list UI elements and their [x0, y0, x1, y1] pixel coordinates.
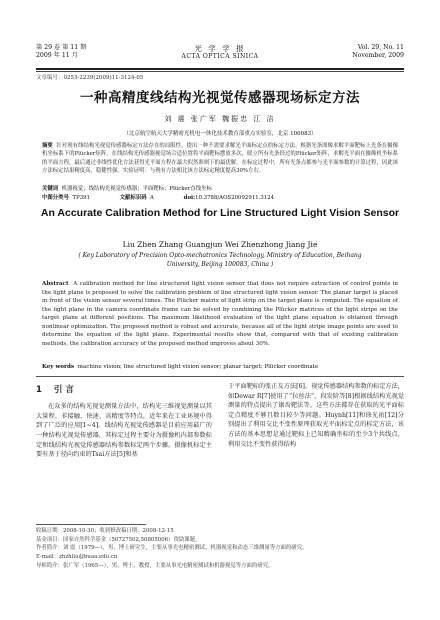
journal-name: 光 学 学 报 ACTA OPTICA SINICA: [181, 44, 259, 61]
keywords-label-en: Key words: [42, 364, 75, 370]
keywords-label: 关键词: [42, 186, 59, 192]
abstract-label: 摘要: [42, 143, 53, 149]
section-heading: 1 引 言: [36, 385, 74, 395]
footnote-rule: [36, 524, 146, 525]
footnote-fund: 基金项目：国家自然科学基金（50727502,50805006）资助课题。: [36, 536, 201, 543]
journal-header: [36, 44, 404, 68]
abstract-text-en: A calibration method for line structured light vision sensor that does not require extraction of control points in the light plane is proposed to solve the calibration problem of line structured light vision sensor. The planar target is placed in front of the vision sensor several times. The Plücker matrix of light strip on the target plane is computed. The equation of the light plane in the camera coordinate frame can be solved by combining the Plücker matrices of the light stripe on the target plane at different positions. The maximum likelihood evaluation of the light plane equation is obtained through nonlinear optimization. The proposed method is robust and accurate, because all of the light stripe image points are used to determine the equation of the light plane. Experimental results show that, compared with that of existing calibration methods, the calibration accuracy of the proposed method improves about 30%.: [42, 281, 398, 347]
chinese-abstract: [42, 142, 398, 176]
paragraph: 在众多的结构光视觉测量方法中，结构光三维视觉测量以其大量程、非接触、快速、高精度等特点，近年来在工业环境中得到了广泛的应用[1~4]。线结构光视觉传感器是目前应用最广的一种结构光视觉传感器，其标定过程主要分为摄像机内部参数标定和线结构光视觉传感器结构参数标定两个步骤。摄像机标定主要有基于径向约束的Tsai方法[5]和基: [36, 403, 212, 459]
chinese-keywords: [42, 184, 398, 192]
abstract-text: 针对现有线结构光视觉传感器标定方法存在的局限性，提出一种不需要求解光平面标定点的标定方法。根据光条图像求解平面靶标上光条在摄像机坐标系下的Plücker矩阵，在线结构光传感器视觉场合适位置将平面靶标摆放多次，联立所有光条经过的Plücker矩阵，求解光平面在摄像机坐标系的平面方程，最后通过非线性优化方法获得光平面方程在最大似然准则下的最优解。在标定过程中，所有光条点都参与光平面参数的计算过程，因此该方法标定结果精度高、稳健性强。实验证明：与现有方法相比该方法标定精度提高30%左右。: [42, 143, 398, 175]
english-affiliation: ( Key Laboratory of Precision Opto-mechatronics Technology, Ministry of Education, Beihang University, Beijing 100083, China ): [78, 252, 362, 268]
keywords-text: 机器视觉；线结构光视觉传感器；平面靶标；Plücker直线坐标: [61, 186, 212, 192]
classification-line: 中图分类号 TP391 文献标识码 A doi:10.3788/AOS20092911.3124: [42, 195, 275, 201]
chinese-affiliation: （北京航空航天大学精密光机电一体化技术教育部重点实验室，北京 100083）: [123, 131, 317, 137]
chinese-authors: 刘 震 张广军 魏振忠 江 洁: [164, 115, 276, 123]
chinese-title: 一种高精度线结构光视觉传感器现场标定方法: [80, 90, 360, 106]
paragraph: 于平面靶标的张正友方法[6]。视觉传感器结构参数的标定方法，如Dewar R[7]使用了“拉丝法”，段发阶等[8]根据线结构光视觉测量的特点提出了锯齿靶法等。这些方法都存在获取的光平面标定点精度不够且数目较少等问题。Huynh[11]和徐光祐[12]分别提出了利用交比不变性原理获取光平面标定点的标定方法，该方法的基本思想是通过靶标上已知精确坐标的至少3个共线点，利用交比不变性获得结构: [228, 383, 404, 448]
article-number: 文章编号：0253-2239(2009)11-3124-05: [36, 75, 144, 81]
english-keywords: [42, 364, 398, 370]
abstract-label-en: Abstract: [42, 281, 69, 287]
english-authors: Liu Zhen Zhang Guangjun Wei Zhenzhong Jiang Jie: [122, 240, 318, 249]
section-divider: [36, 376, 404, 377]
footnotes: [36, 527, 404, 570]
keywords-text-en: machine vision; line structured light vision sensor; planar target; Plücker coordinate: [77, 364, 319, 370]
body-column-right: [228, 382, 404, 449]
body-column-left: [36, 382, 212, 460]
english-title: An Accurate Calibration Method for Line Structured Light Vision Sensor: [40, 207, 400, 219]
header-rule: [36, 68, 404, 70]
volume-issue-en: Vol. 29, No. 11 November, 2009: [352, 44, 404, 59]
header-rule-thin: [36, 71, 404, 72]
footnote-email: E-mail：zhzhliu@buaa.edu.cn: [36, 553, 118, 560]
english-abstract: [42, 280, 398, 348]
footnote-author-bio: 作者简介：刘 震（1979—），男，博士研究生，主要从事光电精密测试、机器视觉和动态三维测量等方面的研究。: [36, 545, 308, 552]
footnote-advisor-bio: 导师简介：张广军（1965—），男，博士，教授，主要从事光电精密测试和机器视觉等方面的研究。: [36, 562, 274, 569]
volume-issue: 第 29 卷 第 11 期 2009 年 11 月: [36, 44, 87, 59]
footnote-received: 收稿日期：2008-10-30；收到修改稿日期：2008-12-15: [36, 528, 174, 534]
